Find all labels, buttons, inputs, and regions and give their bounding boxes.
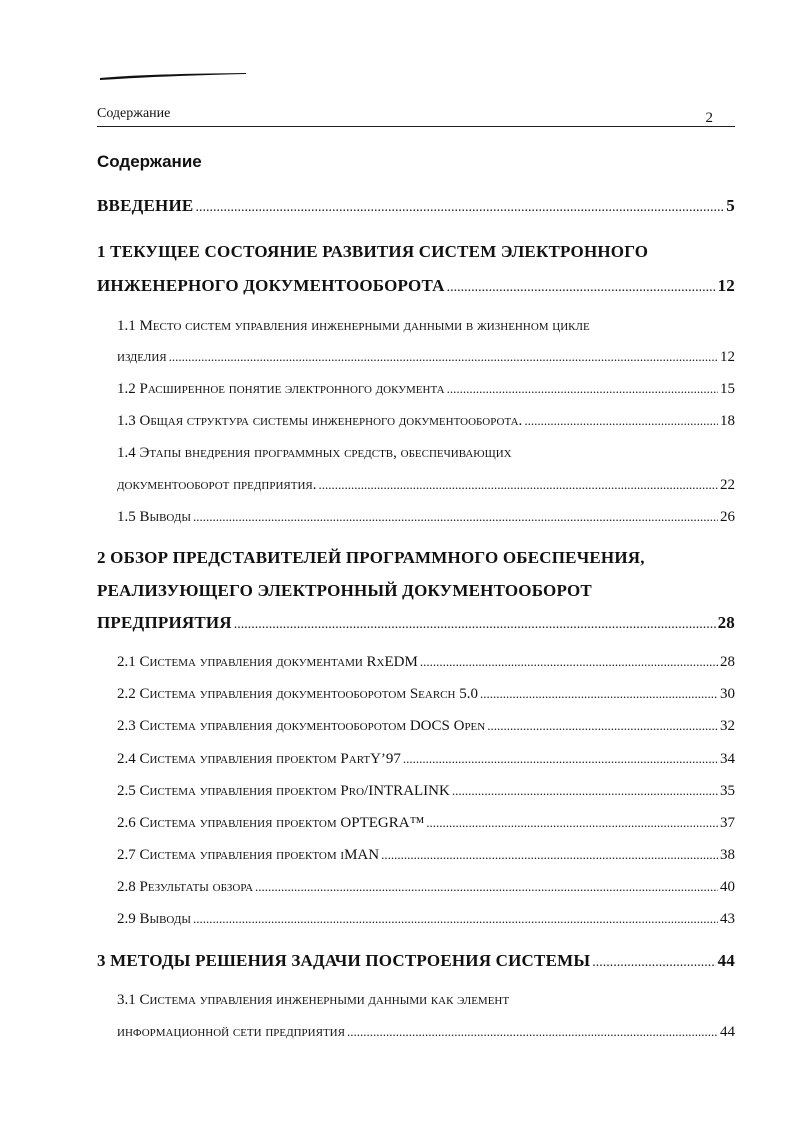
toc-title: Содержание bbox=[97, 152, 202, 171]
toc-chapter-1[interactable]: ИНЖЕНЕРНОГО ДОКУМЕНТООБОРОТА ..... 12 bbox=[97, 276, 735, 296]
toc-section-2-7[interactable]: 2.7 Система управления проектом iMAN ..... 38 bbox=[117, 847, 735, 864]
toc-chapter-2-line-2[interactable]: РЕАЛИЗУЮЩЕГО ЭЛЕКТРОННЫЙ ДОКУМЕНТООБОРОТ bbox=[97, 581, 592, 600]
toc-section-1-1[interactable]: изделия ..... 12 bbox=[117, 349, 735, 366]
toc-section-1-1-line-1[interactable]: 1.1 Место систем управления инженерными данными в жизненном цикле bbox=[117, 318, 590, 334]
toc-section-1-4-line-1[interactable]: 1.4 Этапы внедрения программных средств, обеспечивающих bbox=[117, 445, 512, 461]
toc-entry-introduction[interactable]: ВВЕДЕНИЕ ..... 5 bbox=[97, 196, 735, 216]
toc-chapter-3[interactable]: 3 МЕТОДЫ РЕШЕНИЯ ЗАДАЧИ ПОСТРОЕНИЯ СИСТЕМЫ ..... 44 bbox=[97, 951, 735, 971]
toc-chapter-2[interactable]: ПРЕДПРИЯТИЯ ..... 28 bbox=[97, 613, 735, 633]
page-number: 2 bbox=[705, 110, 713, 126]
toc-section-2-2[interactable]: 2.2 Система управления документооборотом Search 5.0 ..... 30 bbox=[117, 686, 735, 703]
toc-section-2-4[interactable]: 2.4 Система управления проектом PartY’97 ..... 34 bbox=[117, 751, 735, 768]
running-header bbox=[97, 104, 735, 127]
toc-section-1-3[interactable]: 1.3 Общая структура системы инженерного документооборота. ..... 18 bbox=[117, 413, 735, 430]
toc-section-2-1[interactable]: 2.1 Система управления документами RxEDM ..... 28 bbox=[117, 654, 735, 671]
toc-section-1-5[interactable]: 1.5 Выводы ..... 26 bbox=[117, 509, 735, 526]
toc-section-2-9[interactable]: 2.9 Выводы ..... 43 bbox=[117, 911, 735, 928]
toc-chapter-1-line-1[interactable]: 1 ТЕКУЩЕЕ СОСТОЯНИЕ РАЗВИТИЯ СИСТЕМ ЭЛЕКТРОННОГО bbox=[97, 242, 649, 261]
toc-section-1-4[interactable]: документооборот предприятия. ..... 22 bbox=[117, 477, 735, 494]
toc-chapter-2-line-1[interactable]: 2 ОБЗОР ПРЕДСТАВИТЕЛЕЙ ПРОГРАММНОГО ОБЕСПЕЧЕНИЯ, bbox=[97, 548, 645, 567]
toc-section-2-6[interactable]: 2.6 Система управления проектом OPTEGRA™ ..... 37 bbox=[117, 815, 735, 832]
toc-section-2-3[interactable]: 2.3 Система управления документооборотом DOCS Open ..... 32 bbox=[117, 718, 735, 735]
running-header-title: Содержание bbox=[97, 106, 171, 121]
toc-section-2-5[interactable]: 2.5 Система управления проектом Pro/INTRALINK ..... 35 bbox=[117, 783, 735, 800]
decorative-swoosh bbox=[100, 72, 246, 80]
toc-section-3-1-line-1[interactable]: 3.1 Система управления инженерными данными как элемент bbox=[117, 992, 510, 1008]
toc-section-2-8[interactable]: 2.8 Результаты обзора ..... 40 bbox=[117, 879, 735, 896]
toc-section-1-2[interactable]: 1.2 Расширенное понятие электронного документа ..... 15 bbox=[117, 381, 735, 398]
toc-section-3-1[interactable]: информационной сети предприятия ..... 44 bbox=[117, 1024, 735, 1041]
